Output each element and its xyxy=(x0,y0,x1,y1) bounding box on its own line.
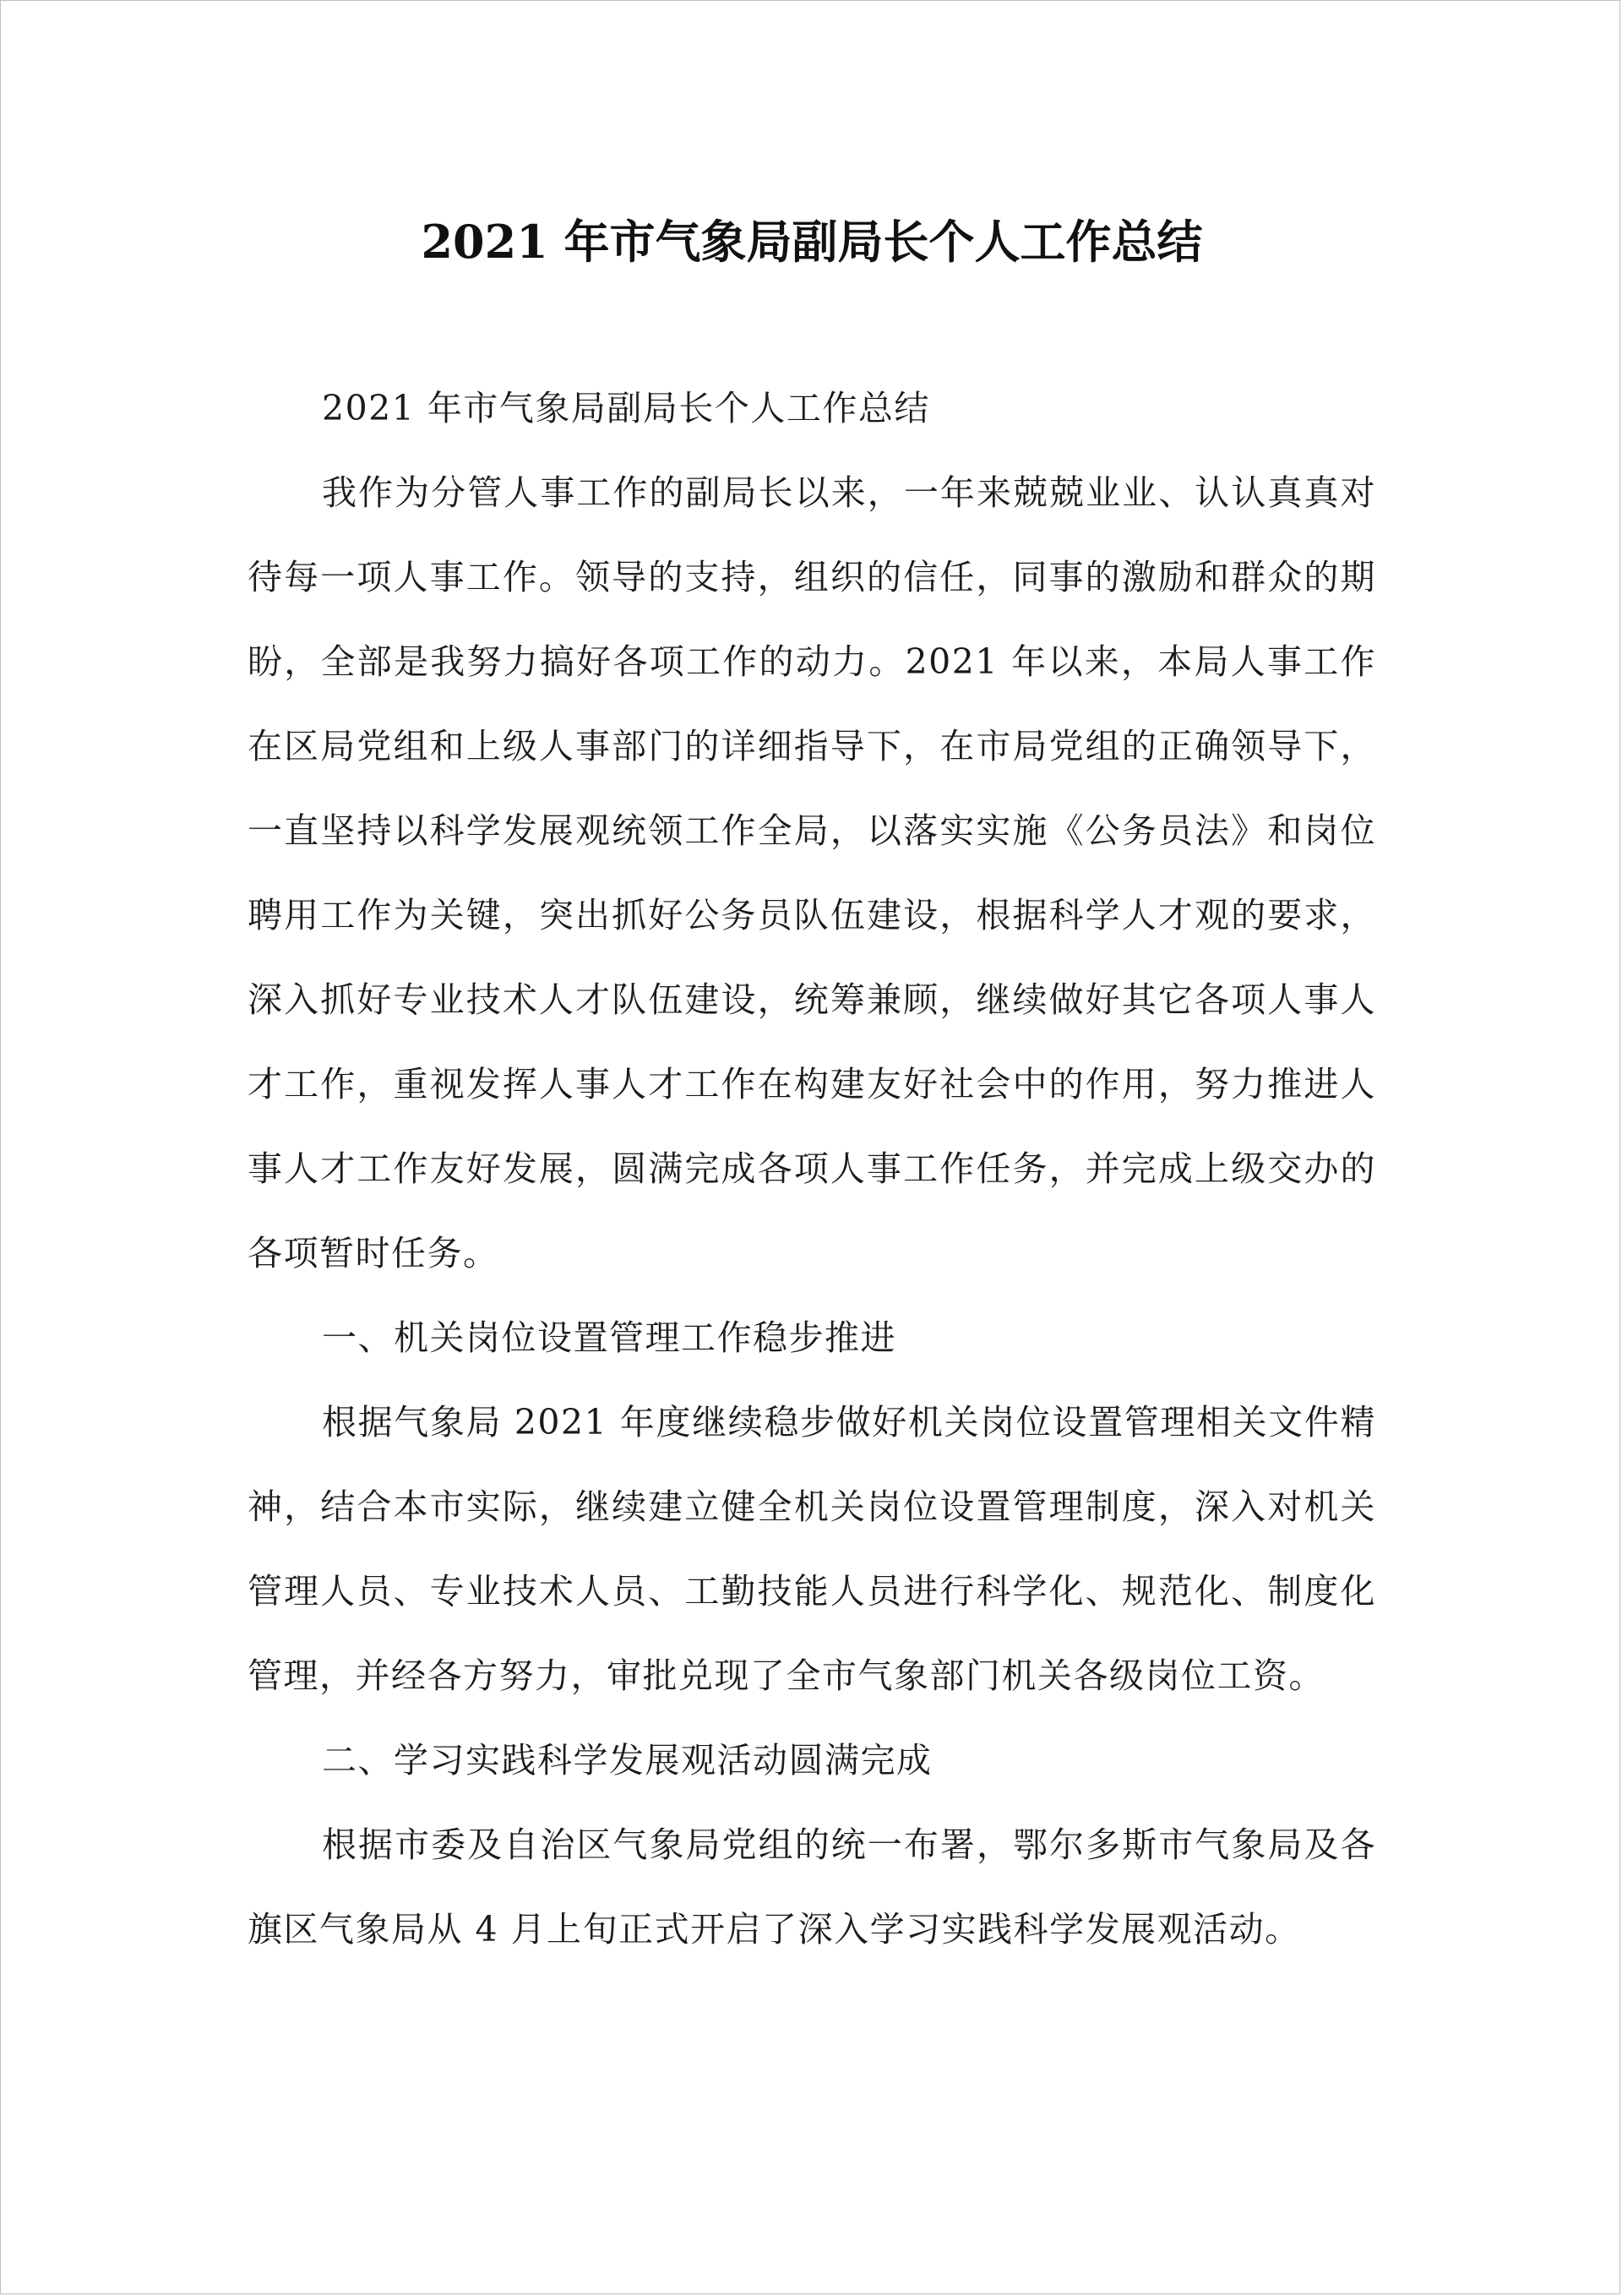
section-heading-1: 一、机关岗位设置管理工作稳步推进 xyxy=(322,1317,896,1358)
paragraph-section-1: 根据气象局 2021 年度继续稳步做好机关岗位设置管理相关文件精神，结合本市实际，继续建立健全机关岗位设置管理制度，深入对机关管理人员、专业技术人员、工勤技能人员进行科学化、规范化、制度化管理，并经各方努力，审批兑现了全市气象部门机关各级岗位工资。 xyxy=(248,1402,1376,1696)
paragraph-subtitle: 2021 年市气象局副局长个人工作总结 xyxy=(322,388,930,428)
paragraph-intro: 我作为分管人事工作的副局长以来，一年来兢兢业业、认认真真对待每一项人事工作。领导的支持，组织的信任，同事的激励和群众的期盼，全部是我努力搞好各项工作的动力。2021 年以来，本局人事工作在区局党组和上级人事部门的详细指导下，在市局党组的正确领导下，一直坚持以科学发展观统领工作全局，以落实实施《公务员法》和岗位聘用工作为关键，突出抓好公务员队伍建设，根据科学人才观的要求，深入抓好专业技术人才队伍建设，统筹兼顾，继续做好其它各项人事人才工作，重视发挥人事人才工作在构建友好社会中的作用，努力推进人事人才工作友好发展，圆满完成各项人事工作任务，并完成上级交办的各项暂时任务。 xyxy=(248,472,1376,1273)
paragraph-section-2: 根据市委及自治区气象局党组的统一布署，鄂尔多斯市气象局及各旗区气象局从 4 月上旬正式开启了深入学习实践科学发展观活动。 xyxy=(248,1824,1376,1950)
section-heading-2: 二、学习实践科学发展观活动圆满完成 xyxy=(322,1740,933,1781)
document-body xyxy=(248,366,1376,1972)
document-title: 2021 年市气象局副局长个人工作总结 xyxy=(421,215,1203,269)
